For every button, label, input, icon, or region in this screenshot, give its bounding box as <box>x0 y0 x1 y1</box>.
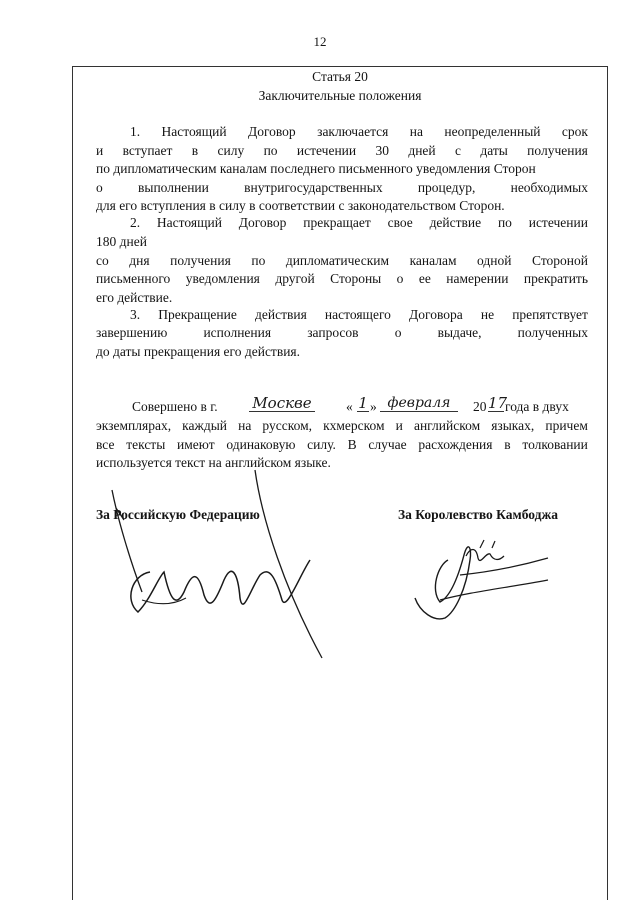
done-line1-rest: года в двух <box>505 399 569 414</box>
para2-line3: со дня получения по дипломатическим каналам одной Стороной <box>96 253 588 268</box>
para1-line1: 1. Настоящий Договор заключается на неопределенный срок <box>130 124 588 139</box>
para1-line3: по дипломатическим каналам последнего письменного уведомления Сторон <box>96 161 536 176</box>
para2-line5: его действие. <box>96 290 173 305</box>
para2-line1: 2. Настоящий Договор прекращает свое действие по истечении <box>130 215 588 230</box>
done-line4: используется текст на английском языке. <box>96 455 331 470</box>
done-line2: экземплярах, каждый на русском, кхмерском и английском языках, причем <box>96 418 588 433</box>
done-prefix: Совершено в г. <box>132 399 218 414</box>
para3-line2: завершению исполнения запросов о выдаче, полученных <box>96 325 588 340</box>
quote-close: » <box>370 399 377 414</box>
article-subtitle: Заключительные положения <box>258 88 422 103</box>
para1-line4: о выполнении внутригосударственных процедур, необходимых <box>96 180 588 195</box>
quote-open: « <box>346 399 353 414</box>
para3-line3: до даты прекращения его действия. <box>96 344 301 359</box>
para3-line1: 3. Прекращение действия настоящего Договора не препятствует <box>130 307 588 322</box>
para2-line2: 180 дней <box>96 234 147 249</box>
year-prefix: 20 <box>473 399 487 414</box>
signatory-russia: За Российскую Федерацию <box>96 507 260 522</box>
para2-line4: письменного уведомления другой Стороны о ее намерении прекратить <box>96 271 588 286</box>
done-line3: все тексты имеют одинаковую силу. В случае расхождения в толковании <box>96 437 588 452</box>
article-title: Статья 20 <box>312 69 368 84</box>
handwritten-city: Москве <box>249 395 315 412</box>
para1-line5: для его вступления в силу в соответствии с законодательством Сторон. <box>96 198 505 213</box>
handwritten-month: февраля <box>380 395 458 412</box>
para1-line2: и вступает в силу по истечении 30 дней с даты получения <box>96 143 588 158</box>
handwritten-year: 17 <box>488 394 508 412</box>
handwritten-day: 1 <box>358 394 368 412</box>
page-number: 12 <box>313 34 327 49</box>
signatory-cambodia: За Королевство Камбоджа <box>398 507 559 522</box>
